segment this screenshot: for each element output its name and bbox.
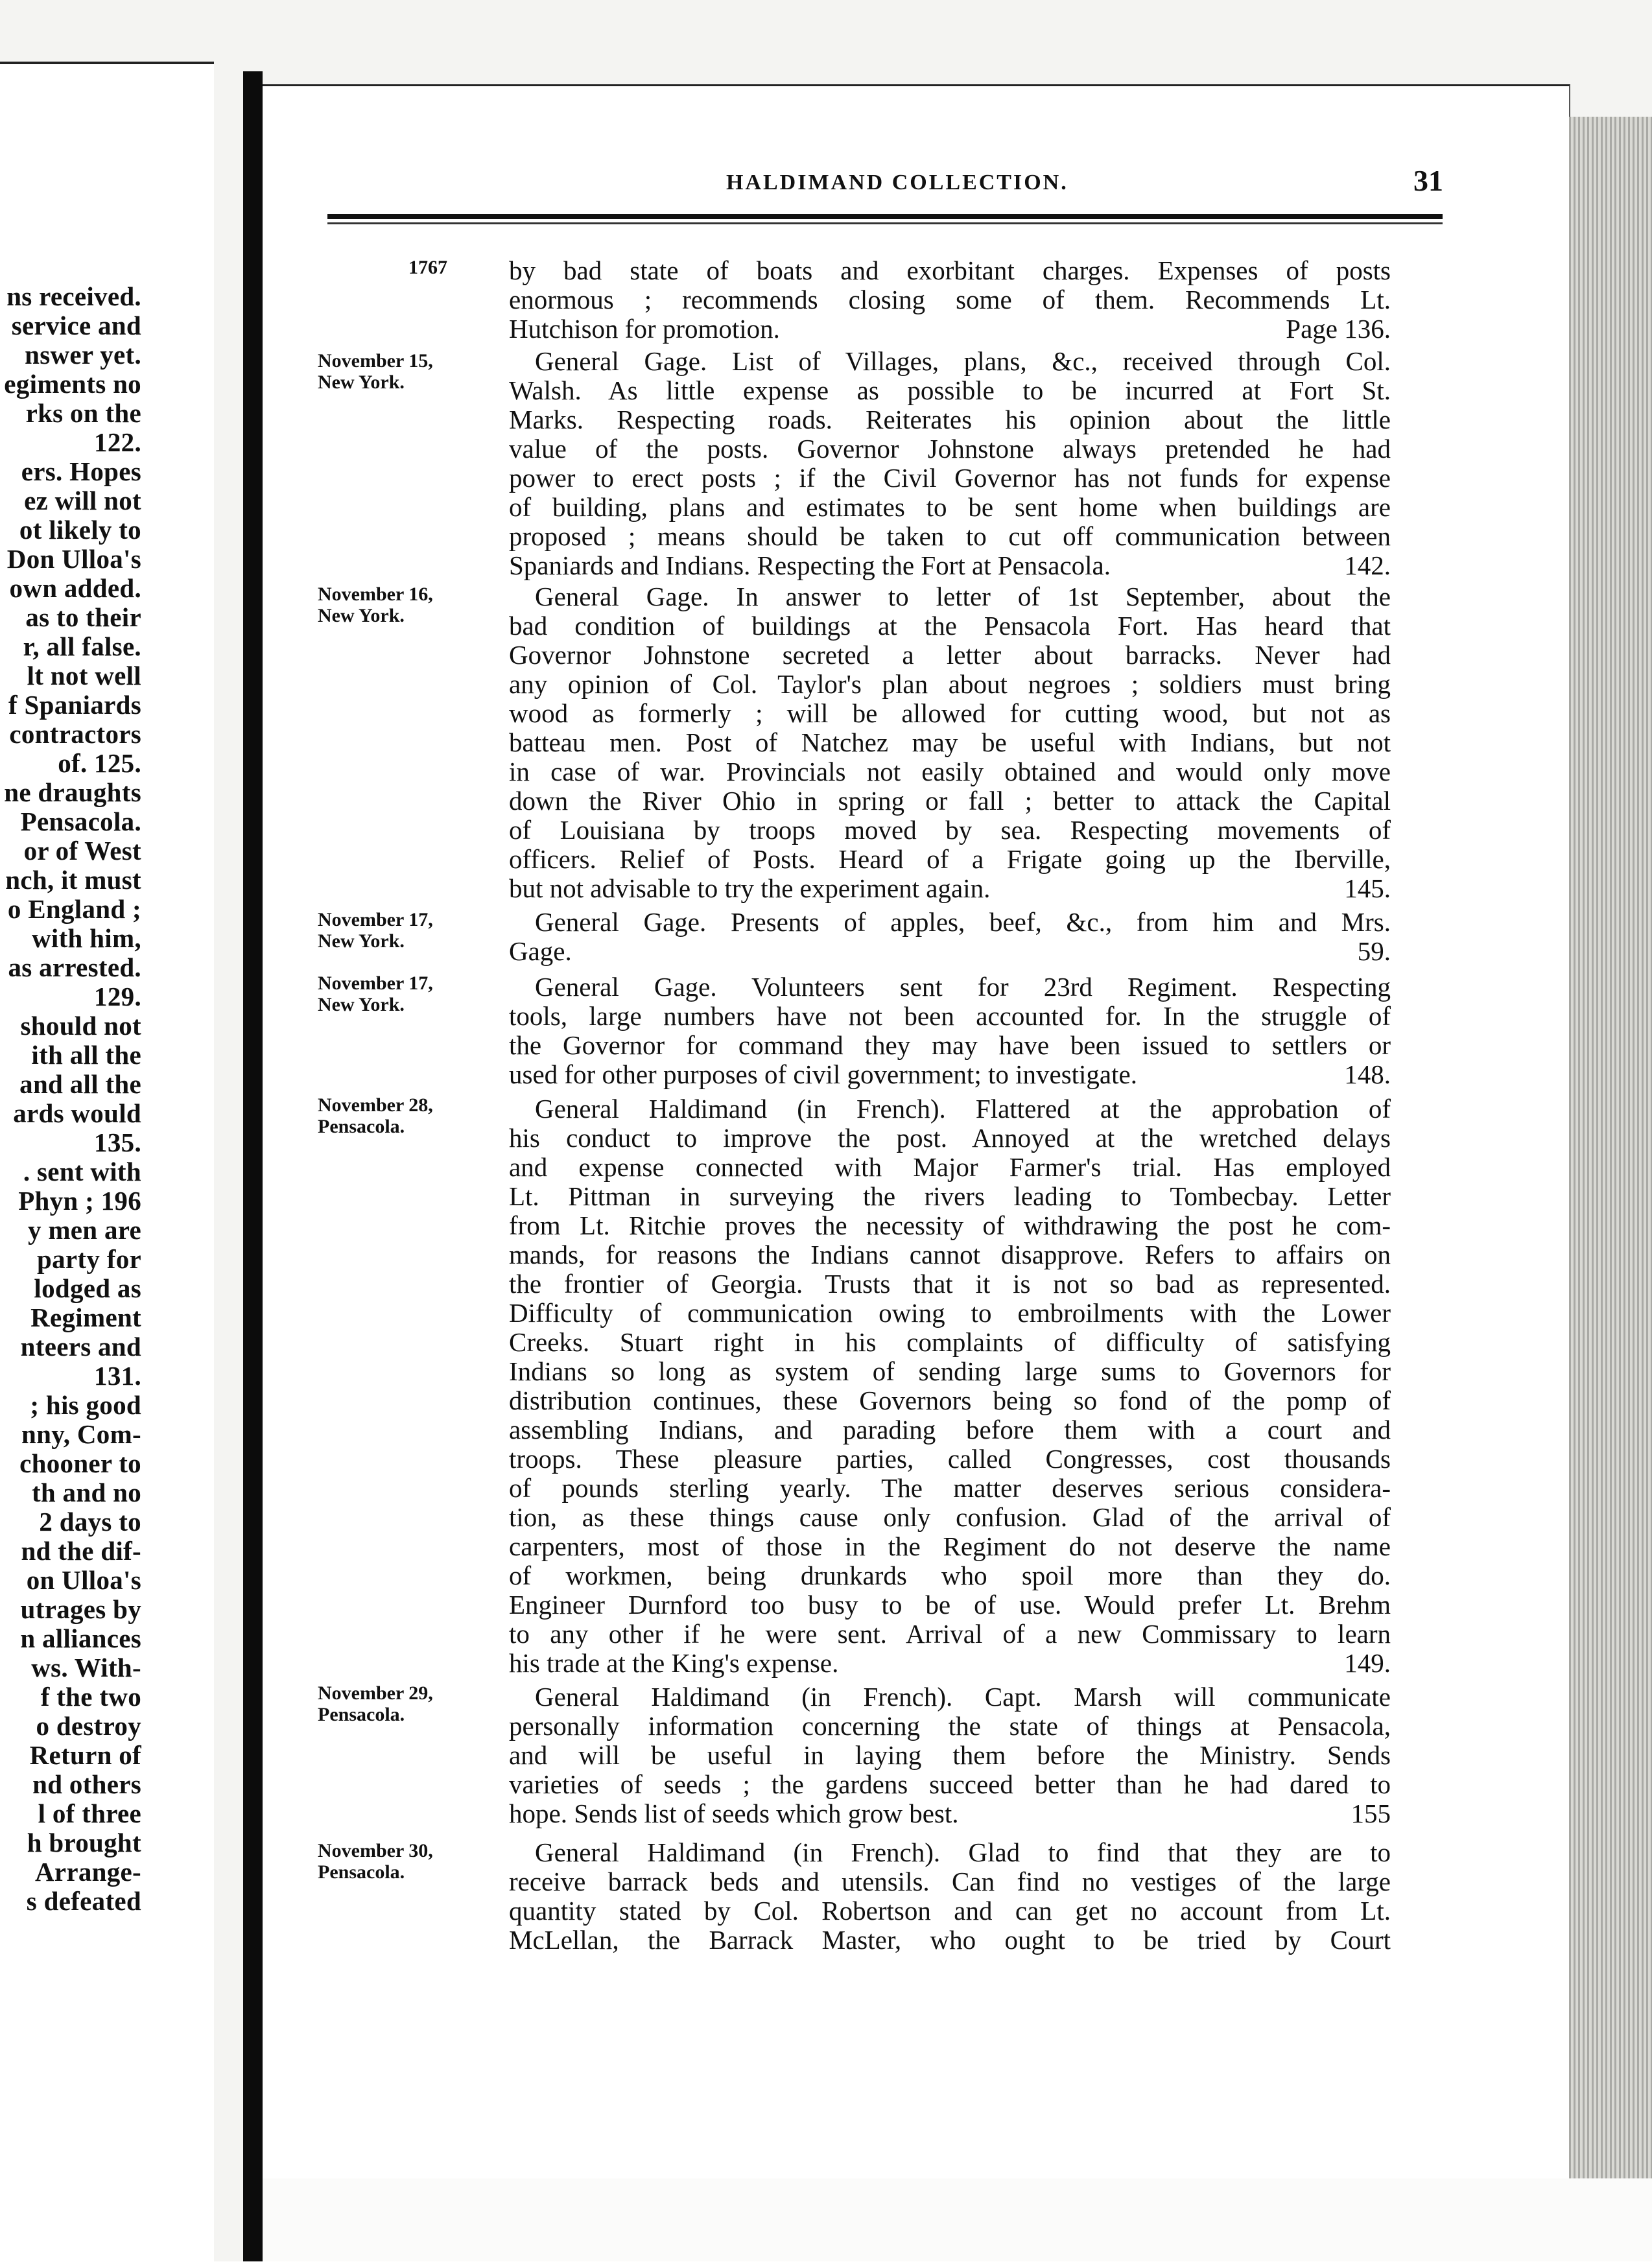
- body-line: [509, 1153, 1391, 1182]
- body-line-text: enormous ; recommends closing some of them. Recommends Lt.: [509, 285, 1391, 314]
- left-column-line: 122.: [94, 427, 141, 457]
- body-line-text: troops. These pleasure parties, called Congresses, cost thousands: [509, 1444, 1391, 1474]
- body-line-text: mands, for reasons the Indians cannot disapprove. Refers to affairs on: [509, 1240, 1391, 1269]
- body-line: [509, 937, 1391, 966]
- margin-date-line: November 15,: [318, 350, 433, 371]
- body-line-text: carpenters, most of those in the Regiment do not deserve the name: [509, 1531, 1391, 1561]
- body-line: [509, 1211, 1391, 1240]
- left-page-fragment: [0, 62, 214, 2264]
- left-column-line: own added.: [9, 573, 141, 603]
- body-line-text: General Haldimand (in French). Capt. Marsh will communicate: [535, 1682, 1391, 1712]
- left-column-line: nd others: [32, 1769, 141, 1799]
- body-line-text: down the River Ohio in spring or fall ; better to attack the Capital: [509, 786, 1391, 816]
- body-line-text: tools, large numbers have not been accounted for. In the struggle of: [509, 1001, 1391, 1031]
- body-line-text: General Gage. In answer to letter of 1st September, about the: [535, 582, 1391, 611]
- body-line: [509, 757, 1391, 786]
- left-column-line: 129.: [94, 982, 141, 1011]
- body-line: [509, 845, 1391, 874]
- body-line-text: any opinion of Col. Taylor's plan about negroes ; soldiers must bring: [509, 669, 1391, 699]
- left-column-line: h brought: [27, 1828, 141, 1857]
- page-reference: 155: [1351, 1798, 1391, 1828]
- body-line-text: General Haldimand (in French). Glad to find that they are to: [535, 1837, 1391, 1867]
- body-line-text: used for other purposes of civil government; to investigate.: [509, 1059, 1137, 1089]
- left-column-line: o England ;: [7, 894, 141, 924]
- body-line: [509, 1182, 1391, 1211]
- body-line-text: Difficulty of communication owing to embroilments with the Lower: [509, 1298, 1391, 1328]
- left-column-line: as to their: [25, 602, 141, 632]
- body-line-text: Spaniards and Indians. Respecting the Fort at Pensacola.: [509, 550, 1111, 580]
- page-number: 31: [1413, 164, 1443, 197]
- body-line: [509, 1299, 1391, 1328]
- left-column-line: nswer yet.: [25, 340, 141, 370]
- margin-place-line: Pensacola.: [318, 1861, 405, 1883]
- body-line: [509, 376, 1391, 405]
- page-reference: 148.: [1344, 1059, 1391, 1089]
- margin-date-line: November 30,: [318, 1840, 433, 1861]
- body-line: [509, 1649, 1391, 1678]
- body-line-text: proposed ; means should be taken to cut off communication between: [509, 521, 1391, 551]
- body-line-text: McLellan, the Barrack Master, who ought to be tried by Court: [509, 1925, 1391, 1955]
- body-line-text: power to erect posts ; if the Civil Governor has not funds for expense: [509, 463, 1391, 493]
- left-column-line: egiments no: [4, 369, 141, 399]
- page-reference: 149.: [1344, 1648, 1391, 1678]
- body-line: [509, 1415, 1391, 1444]
- body-line: [509, 1031, 1391, 1060]
- body-line-text: value of the posts. Governor Johnstone always pretended he had: [509, 434, 1391, 464]
- margin-date: [318, 1094, 480, 1137]
- left-column-line: 135.: [94, 1127, 141, 1157]
- body-line-text: of Louisiana by troops moved by sea. Respecting movements of: [509, 815, 1391, 845]
- left-column-line: with him,: [31, 923, 141, 953]
- body-line: [509, 434, 1391, 464]
- body-line: [509, 908, 1391, 937]
- body-line: [509, 256, 1391, 285]
- body-line: [509, 1682, 1391, 1712]
- body-line-text: wood as formerly ; will be allowed for cutting wood, but not as: [509, 698, 1391, 728]
- body-line: [509, 522, 1391, 551]
- body-line: [509, 1002, 1391, 1031]
- left-column-line: Pensacola.: [20, 807, 141, 836]
- body-line-text: hope. Sends list of seeds which grow best.: [509, 1798, 959, 1828]
- left-column-line: th and no: [31, 1478, 141, 1507]
- body-line: [509, 493, 1391, 522]
- body-line-text: of pounds sterling yearly. The matter deserves serious considera-: [509, 1473, 1391, 1503]
- body-line-text: varieties of seeds ; the gardens succeed better than he had dared to: [509, 1769, 1391, 1799]
- body-line: [509, 641, 1391, 670]
- margin-date-line: November 28,: [318, 1094, 433, 1116]
- left-column-line: and all the: [19, 1069, 141, 1099]
- body-line: [509, 1269, 1391, 1299]
- left-column-line: on Ulloa's: [26, 1565, 141, 1595]
- body-line-text: Lt. Pittman in surveying the rivers leading to Tombecbay. Letter: [509, 1181, 1391, 1211]
- left-column-line: 131.: [94, 1361, 141, 1391]
- left-column-line: y men are: [27, 1215, 141, 1245]
- body-line-text: bad condition of buildings at the Pensacola Fort. Has heard that: [509, 611, 1391, 641]
- page-reference: 145.: [1344, 873, 1391, 903]
- body-line-text: Engineer Durnford too busy to be of use. Would prefer Lt. Brehm: [509, 1590, 1391, 1620]
- body-line: [509, 1240, 1391, 1269]
- body-line: [509, 699, 1391, 728]
- body-line-text: to any other if he were sent. Arrival of a new Commissary to learn: [509, 1619, 1391, 1649]
- body-line-text: Hutchison for promotion.: [509, 314, 780, 344]
- body-line-text: General Gage. Volunteers sent for 23rd Regiment. Respecting: [535, 972, 1391, 1002]
- left-column-line: s defeated: [26, 1886, 141, 1916]
- left-column-line: Arrange-: [34, 1857, 141, 1887]
- body-line: [509, 551, 1391, 580]
- body-line: [509, 1867, 1391, 1896]
- left-column-line: ne draughts: [4, 777, 141, 807]
- body-line-text: tion, as these things cause only confusion. Glad of the arrival of: [509, 1502, 1391, 1532]
- body-line: [509, 285, 1391, 314]
- body-line: [509, 1896, 1391, 1926]
- body-line-text: officers. Relief of Posts. Heard of a Frigate going up the Iberville,: [509, 844, 1391, 874]
- body-line-text: by bad state of boats and exorbitant charges. Expenses of posts: [509, 255, 1391, 285]
- body-line: [509, 670, 1391, 699]
- body-line: [509, 1838, 1391, 1867]
- left-column-line: or of West: [23, 836, 141, 866]
- left-column-line: should not: [20, 1011, 141, 1041]
- body-line: [509, 1712, 1391, 1741]
- body-line-text: Marks. Respecting roads. Reiterates his opinion about the little: [509, 405, 1391, 434]
- left-column-line: ws. With-: [31, 1653, 141, 1682]
- body-line-text: Creeks. Stuart right in his complaints of difficulty of satisfying: [509, 1327, 1391, 1357]
- left-column-line: ith all the: [31, 1040, 141, 1070]
- body-line: [509, 1328, 1391, 1357]
- bottom-margin: [263, 2178, 1652, 2261]
- left-column-line: ; his good: [30, 1390, 141, 1420]
- body-line: [509, 1094, 1391, 1124]
- margin-place-line: New York.: [318, 605, 405, 626]
- body-line: [509, 314, 1391, 344]
- left-column-line: f the two: [40, 1682, 141, 1712]
- header-rule-thin: [327, 222, 1443, 224]
- margin-date: [318, 350, 480, 393]
- margin-place-line: Pensacola.: [318, 1116, 405, 1137]
- body-line-text: the Governor for command they may have been issued to settlers or: [509, 1030, 1391, 1060]
- header-rule: [327, 214, 1443, 219]
- body-line: [509, 405, 1391, 434]
- body-line: [509, 874, 1391, 903]
- left-column-line: of. 125.: [58, 748, 141, 778]
- left-column-line: Don Ulloa's: [6, 544, 141, 574]
- body-line-text: of workmen, being drunkards who spoil more than they do.: [509, 1561, 1391, 1590]
- left-column-line: l of three: [38, 1798, 141, 1828]
- left-column-line: Regiment: [30, 1303, 141, 1332]
- body-line: [509, 582, 1391, 611]
- body-line: [509, 1503, 1391, 1532]
- left-column-line: service and: [11, 311, 141, 340]
- left-column-line: as arrested.: [8, 952, 141, 982]
- margin-date: [318, 584, 480, 626]
- body-line: [509, 816, 1391, 845]
- left-column-line: chooner to: [19, 1448, 141, 1478]
- body-line-text: Walsh. As little expense as possible to be incurred at Fort St.: [509, 375, 1391, 405]
- body-line: [509, 1926, 1391, 1955]
- running-head: HALDIMAND COLLECTION.: [726, 171, 1068, 195]
- margin-date-line: November 17,: [318, 909, 433, 930]
- left-column-line: n alliances: [20, 1623, 141, 1653]
- body-line-text: in case of war. Provincials not easily obtained and would only move: [509, 757, 1391, 786]
- body-line-text: Indians so long as system of sending large sums to Governors for: [509, 1356, 1391, 1386]
- left-column-line: ez will not: [24, 486, 141, 515]
- body-line-text: Governor Johnstone secreted a letter about barracks. Never had: [509, 640, 1391, 670]
- left-column-line: utrages by: [20, 1594, 141, 1624]
- body-line-text: from Lt. Ritchie proves the necessity of withdrawing the post he com-: [509, 1210, 1391, 1240]
- body-line: [509, 728, 1391, 757]
- left-column-line: Phyn ; 196: [18, 1186, 141, 1216]
- margin-place-line: New York.: [318, 930, 405, 952]
- body-line-text: and expense connected with Major Farmer's trial. Has employed: [509, 1152, 1391, 1182]
- body-line: [509, 1357, 1391, 1386]
- left-column-line: lt not well: [27, 661, 141, 690]
- left-column-line: f Spaniards: [8, 690, 141, 720]
- body-line: [509, 1532, 1391, 1561]
- left-column-line: ot likely to: [19, 515, 141, 545]
- body-line-text: General Gage. Presents of apples, beef, &c., from him and Mrs.: [535, 907, 1391, 937]
- body-line-text: but not advisable to try the experiment again.: [509, 873, 991, 903]
- body-line-text: distribution continues, these Governors being so fond of the pomp of: [509, 1386, 1391, 1415]
- margin-date: [318, 909, 480, 952]
- body-line: [509, 1060, 1391, 1089]
- margin-place-line: New York.: [318, 994, 405, 1015]
- body-line-text: of building, plans and estimates to be sent home when buildings are: [509, 492, 1391, 522]
- body-line: [509, 464, 1391, 493]
- margin-date-line: November 29,: [318, 1682, 433, 1704]
- left-column-line: ards would: [13, 1098, 141, 1128]
- body-line: [509, 973, 1391, 1002]
- body-line: [509, 1741, 1391, 1770]
- margin-date-line: November 16,: [318, 584, 433, 605]
- body-line: [509, 347, 1391, 376]
- book-gutter: [243, 71, 263, 2261]
- margin-date: [318, 1840, 480, 1883]
- left-column-line: party for: [37, 1244, 141, 1274]
- left-column-line: nd the dif-: [21, 1536, 141, 1566]
- margin-date: [318, 1682, 480, 1725]
- body-line-text: the frontier of Georgia. Trusts that it is not so bad as represented.: [509, 1269, 1391, 1299]
- body-line: [509, 1799, 1391, 1828]
- body-line-text: quantity stated by Col. Robertson and can get no account from Lt.: [509, 1896, 1391, 1926]
- page-reference: 142.: [1344, 550, 1391, 580]
- body-line-text: assembling Indians, and parading before them with a court and: [509, 1415, 1391, 1444]
- body-line-text: receive barrack beds and utensils. Can find no vestiges of the large: [509, 1867, 1391, 1896]
- left-column-line: 2 days to: [39, 1507, 141, 1537]
- body-line: [509, 1620, 1391, 1649]
- body-line-text: General Haldimand (in French). Flattered at the approbation of: [535, 1094, 1391, 1124]
- body-line: [509, 786, 1391, 816]
- body-line-text: batteau men. Post of Natchez may be useful with Indians, but not: [509, 727, 1391, 757]
- body-line-text: Gage.: [509, 936, 572, 966]
- margin-date-line: 1767: [408, 257, 447, 278]
- body-line: [509, 1474, 1391, 1503]
- margin-date: [318, 973, 480, 1015]
- body-line: [509, 611, 1391, 641]
- left-column-line: ns received.: [6, 281, 141, 311]
- left-column-line: rks on the: [25, 398, 141, 428]
- body-line-text: his trade at the King's expense.: [509, 1648, 839, 1678]
- body-line-text: his conduct to improve the post. Annoyed at the wretched delays: [509, 1123, 1391, 1153]
- body-line: [509, 1386, 1391, 1415]
- body-line-text: personally information concerning the state of things at Pensacola,: [509, 1711, 1391, 1741]
- margin-place-line: New York.: [318, 371, 405, 393]
- left-column-line: . sent with: [23, 1157, 141, 1186]
- body-line: [509, 1770, 1391, 1799]
- margin-place-line: Pensacola.: [318, 1704, 405, 1725]
- body-line: [509, 1124, 1391, 1153]
- left-column-line: nny, Com-: [21, 1419, 141, 1449]
- left-column-line: nch, it must: [5, 865, 141, 895]
- left-column-line: o destroy: [36, 1711, 141, 1741]
- left-column-line: Return of: [29, 1740, 141, 1770]
- margin-date-line: November 17,: [318, 973, 433, 994]
- page-edge-stack: [1569, 117, 1652, 2261]
- body-line: [509, 1444, 1391, 1474]
- left-column-line: r, all false.: [23, 631, 141, 661]
- left-column-line: nteers and: [20, 1332, 141, 1362]
- page-reference: 59.: [1357, 936, 1391, 966]
- body-line-text: and will be useful in laying them before the Ministry. Sends: [509, 1740, 1391, 1770]
- body-line-text: General Gage. List of Villages, plans, &c., received through Col.: [535, 346, 1391, 376]
- page-reference: Page 136.: [1286, 314, 1391, 344]
- left-column-line: contractors: [9, 719, 141, 749]
- body-line: [509, 1561, 1391, 1590]
- body-line: [509, 1590, 1391, 1620]
- left-column-line: lodged as: [34, 1273, 141, 1303]
- left-column-line: ers. Hopes: [21, 456, 141, 486]
